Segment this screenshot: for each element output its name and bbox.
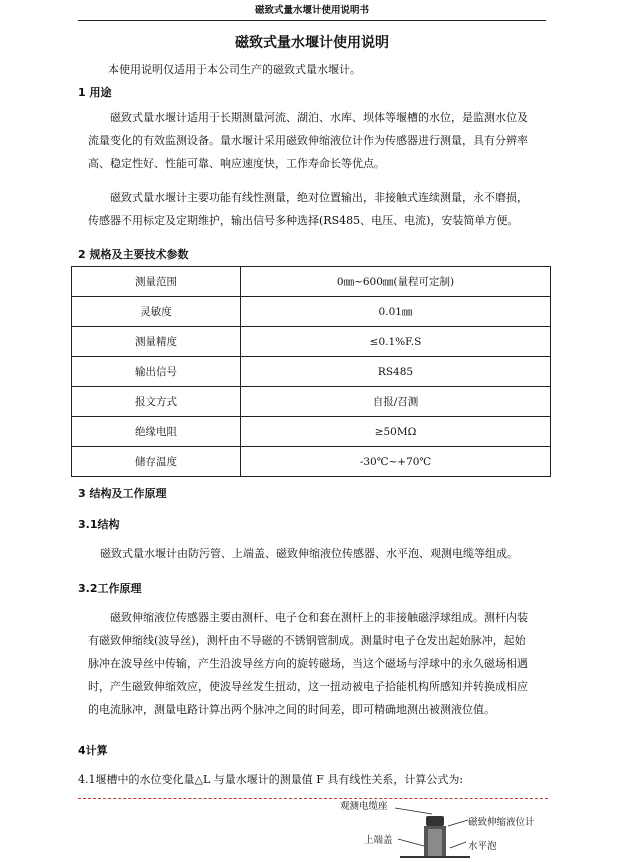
label-sensor: 磁致伸缩液位计	[468, 817, 535, 828]
text-line: 高、稳定性好、性能可靠、响应速度快，工作寿命长等优点。	[88, 157, 385, 170]
table-row	[72, 447, 551, 477]
param-value: RS485	[241, 357, 551, 387]
table-row	[72, 267, 551, 297]
text-line: 流量变化的有效监测设备。量水堰计采用磁致伸缩液位计作为传感器进行测量，具有分辨率	[88, 134, 528, 147]
sensor-tube-shape	[428, 829, 442, 858]
param-value: 0.01㎜	[241, 297, 551, 327]
text-line: 有磁致伸缩线(波导丝)，测杆由不导磁的不锈钢管制成。测量时电子仓发出起始脉冲，起始	[88, 634, 526, 647]
table-row	[72, 417, 551, 447]
param-name: 测量范围	[72, 267, 241, 297]
param-name: 储存温度	[72, 447, 241, 477]
param-name: 绝缘电阻	[72, 417, 241, 447]
section-4-heading: 4计算	[78, 744, 108, 757]
param-value: 自报/召测	[241, 387, 551, 417]
leader-line	[395, 808, 432, 814]
section-2-heading: 2 规格及主要技术参数	[78, 248, 189, 261]
table-row	[72, 387, 551, 417]
table-row	[72, 327, 551, 357]
text-line: 磁致伸缩液位传感器主要由测杆、电子仓和套在测杆上的非接触磁浮球组成。测杆内装	[110, 611, 528, 624]
section-3-2-paragraph	[88, 606, 548, 721]
param-value: ≤0.1%F.S	[241, 327, 551, 357]
spec-table	[71, 266, 551, 477]
sensor-diagram	[300, 792, 560, 858]
section-3-heading: 3 结构及工作原理	[78, 487, 167, 500]
section-1-heading: 1 用途	[78, 86, 112, 99]
text-line: 时，产生磁致伸缩效应，使波导丝发生扭动，这一扭动被电子拾能机构所感知并转换成相应	[88, 680, 528, 693]
page-header: 磁致式量水堰计使用说明书	[78, 0, 546, 21]
leader-line	[448, 820, 468, 826]
param-name: 灵敏度	[72, 297, 241, 327]
document-title: 磁致式量水堰计使用说明	[235, 35, 389, 51]
param-value: ≥50MΩ	[241, 417, 551, 447]
section-1-paragraph-1	[88, 106, 548, 175]
table-row	[72, 297, 551, 327]
label-cap: 上端盖	[364, 835, 393, 846]
label-cable-seat: 观测电缆座	[340, 801, 388, 812]
text-line: 磁致式量水堰计适用于长期测量河流、湖泊、水库、坝体等堰槽的水位，是监测水位及	[110, 111, 528, 124]
leader-line	[398, 839, 424, 846]
section-3-1-text: 磁致式量水堰计由防污管、上端盖、磁致伸缩液位传感器、水平泡、观测电缆等组成。	[100, 547, 518, 560]
text-line: 磁致式量水堰计主要功能有线性测量，绝对位置输出，非接触式连续测量，永不磨损，	[110, 191, 528, 204]
section-4-1-text: 4.1堰槽中的水位变化量△L 与量水堰计的测量值 F 具有线性关系，计算公式为:	[78, 773, 464, 786]
table-row	[72, 357, 551, 387]
text-line: 的电流脉冲，测量电路计算出两个脉冲之间的时间差，即可精确地测出被测液位值。	[88, 703, 495, 716]
param-name: 输出信号	[72, 357, 241, 387]
param-value: 0㎜~600㎜(量程可定制)	[241, 267, 551, 297]
label-bubble: 水平泡	[468, 841, 497, 852]
cable-seat-shape	[426, 816, 444, 826]
param-value: -30℃~+70℃	[241, 447, 551, 477]
section-3-2-heading: 3.2工作原理	[78, 582, 142, 595]
section-3-1-heading: 3.1结构	[78, 518, 120, 531]
leader-line	[450, 842, 466, 848]
text-line: 脉冲在波导丝中传输，产生沿波导丝方向的旋转磁场，当这个磁场与浮球中的永久磁场相遇	[88, 657, 528, 670]
param-name: 测量精度	[72, 327, 241, 357]
param-name: 报文方式	[72, 387, 241, 417]
text-line: 传感器不用标定及定期维护，输出信号多种选择(RS485、电压、电流)，安装简单方便。	[88, 214, 519, 227]
intro-paragraph: 本使用说明仅适用于本公司生产的磁致式量水堰计。	[108, 63, 361, 76]
section-1-paragraph-2	[88, 186, 548, 232]
